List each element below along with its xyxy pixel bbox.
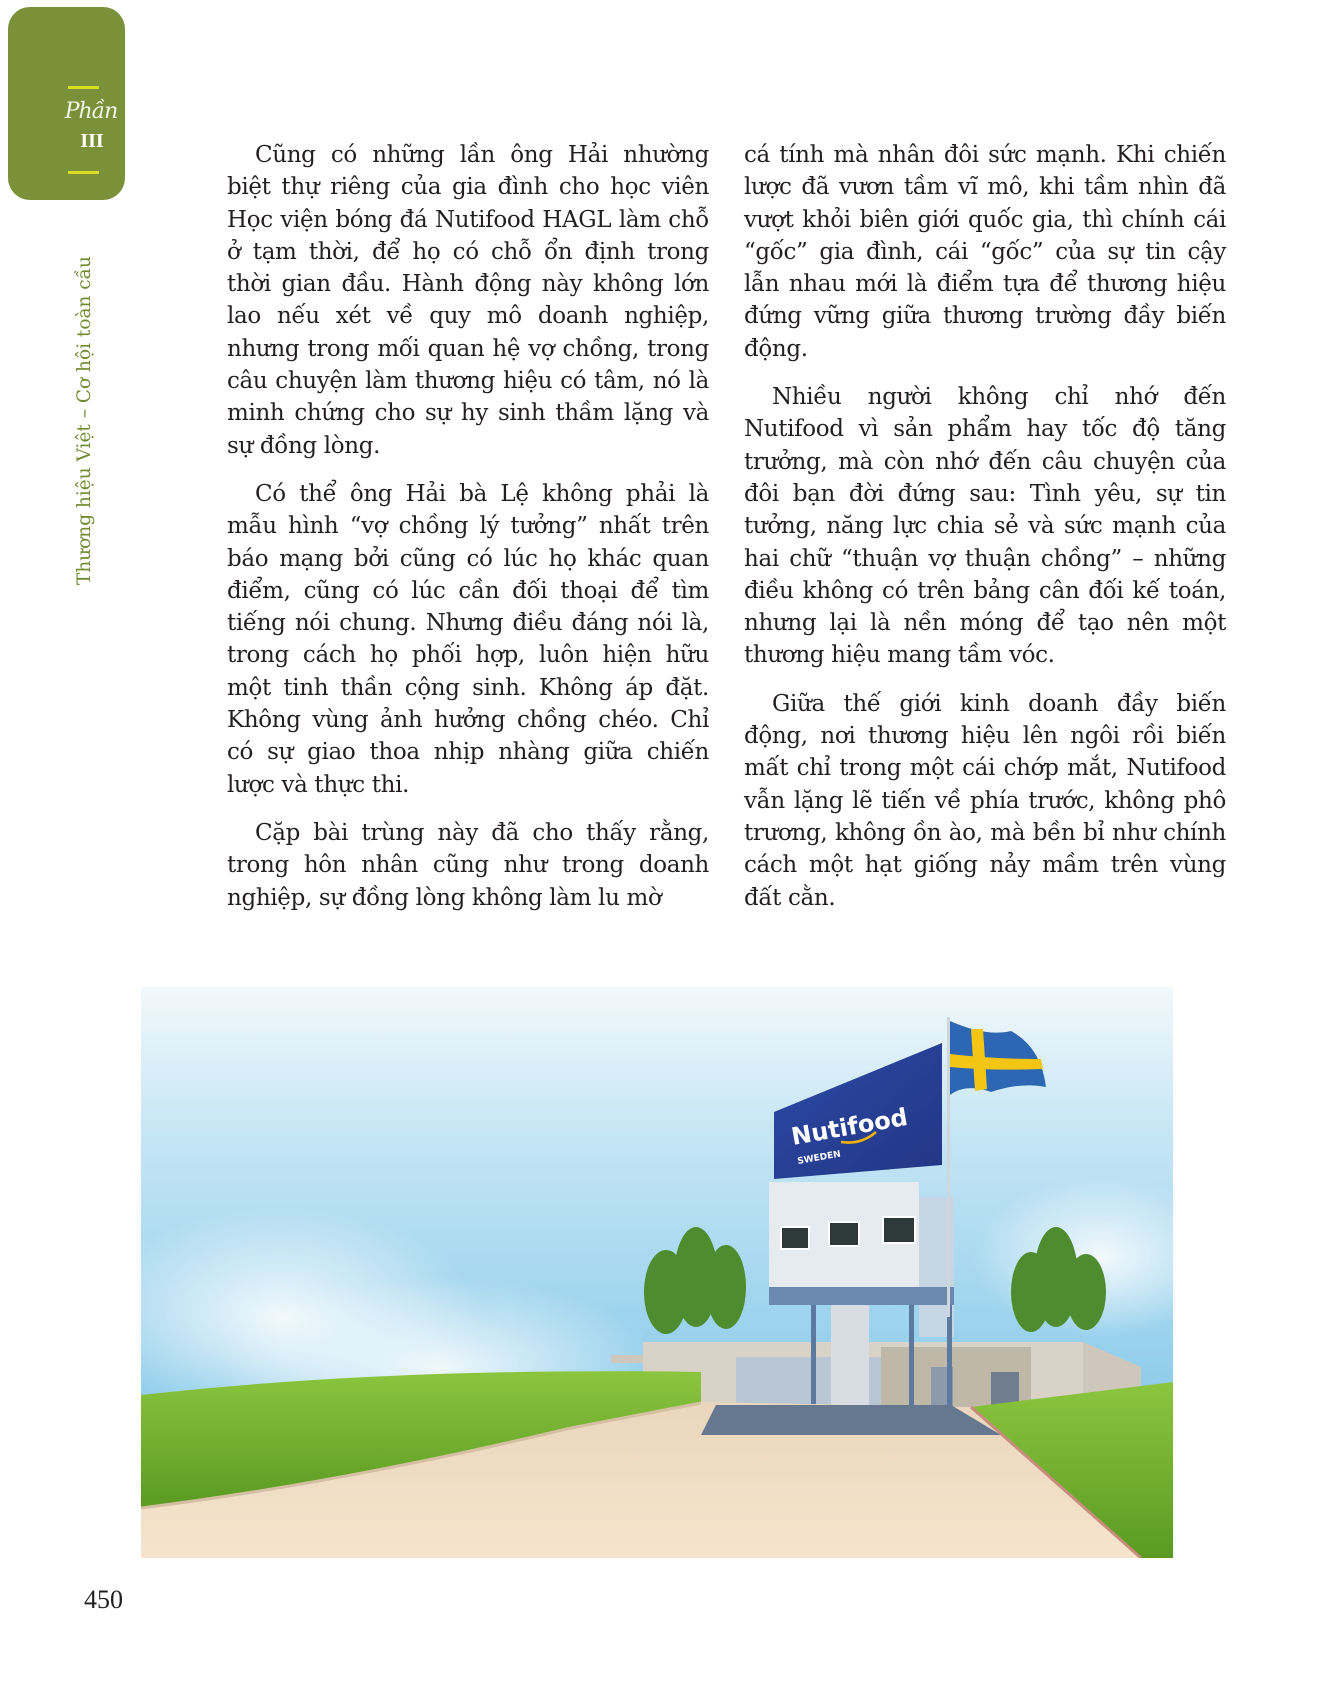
sign-sub: SWEDEN <box>796 1149 842 1167</box>
paragraph: Cũng có những lần ông Hải nhường biệt thự riêng của gia đình cho học viên Học viện bóng đá Nutifood HAGL làm chỗ ở tạm thời, để họ có chỗ ổn định trong thời gian đầu. Hành động này không lớn lao nếu xét về quy mô doanh nghiệp, nhưng trong mối quan hệ vợ chồng, trong câu chuyện làm thương hiệu có tâm, nó là minh chứng cho sự hy sinh thầm lặng và sự đồng lòng. <box>227 142 709 459</box>
window <box>781 1227 809 1249</box>
factory-ledge <box>611 1355 643 1363</box>
tab-divider-top <box>68 86 99 89</box>
tower-column <box>831 1305 869 1413</box>
section-tab <box>8 7 125 200</box>
tab-divider-bottom <box>68 171 99 174</box>
left-column <box>227 139 709 930</box>
tower-band <box>769 1287 954 1305</box>
window <box>829 1222 859 1246</box>
pillar <box>909 1305 914 1413</box>
paragraph: Cặp bài trùng này đã cho thấy rằng, trong hôn nhân cũng như trong doanh nghiệp, sự đồng lòng không làm lu mờ <box>227 819 709 911</box>
paragraph-continued: cá tính mà nhân đôi sức mạnh. Khi chiến lược đã vươn tầm vĩ mô, khi tầm nhìn đã vượt khỏi biên giới quốc gia, thì chính cái “gốc” gia đình, cái “gốc” của sự tin cậy lẫn nhau mới là điểm tựa để thương hiệu đứng vững giữa thương trường đầy biến động. <box>744 142 1226 362</box>
right-column <box>744 139 1226 930</box>
pillar <box>811 1305 816 1413</box>
sign-brand: Nutifood <box>789 1102 910 1151</box>
paragraph: Có thể ông Hải bà Lệ không phải là mẫu hình “vợ chồng lý tưởng” nhất trên báo mạng bởi cũng có lúc họ khác quan điểm, cũng có lúc cần đối thoại để tìm tiếng nói chung. Nhưng điều đáng nói là, trong cách họ phối hợp, luôn hiện hữu một tinh thần cộng sinh. Không áp đặt. Không vùng ảnh hưởng chồng chéo. Chỉ có sự giao thoa nhịp nhàng giữa chiến lược và thực thi. <box>227 480 709 798</box>
page-number: 450 <box>84 1585 123 1614</box>
paragraph: Giữa thế giới kinh doanh đầy biến động, nơi thương hiệu lên ngôi rồi biến mất chỉ trong một cái chớp mắt, Nutifood vẫn lặng lẽ tiến về phía trước, không phô trương, không ồn ào, mà bền bỉ như chính cách một hạt giống nảy mầm trên vùng đất cằn. <box>744 690 1226 911</box>
section-tab-number: III <box>80 130 104 152</box>
window <box>883 1217 915 1243</box>
paragraph: Nhiều người không chỉ nhớ đến Nutifood vì sản phẩm hay tốc độ tăng trưởng, mà còn nhớ đến câu chuyện của đôi bạn đời đứng sau: Tình yêu, sự tin tưởng, năng lực chia sẻ và sức mạnh của hai chữ “thuận vợ thuận chồng” – những điều không có trên bảng cân đối kế toán, nhưng lại là nền móng để tạo nên một thương hiệu mang tầm vóc. <box>744 384 1226 669</box>
factory-illustration <box>141 987 1173 1558</box>
factory-photo <box>141 987 1173 1558</box>
running-header: Thương hiệu Việt – Cơ hội toàn cầu <box>74 256 95 585</box>
pillar <box>947 1305 952 1413</box>
section-tab-label: Phần <box>64 99 118 124</box>
plaza <box>701 1405 1001 1435</box>
flagpole <box>947 1017 950 1317</box>
